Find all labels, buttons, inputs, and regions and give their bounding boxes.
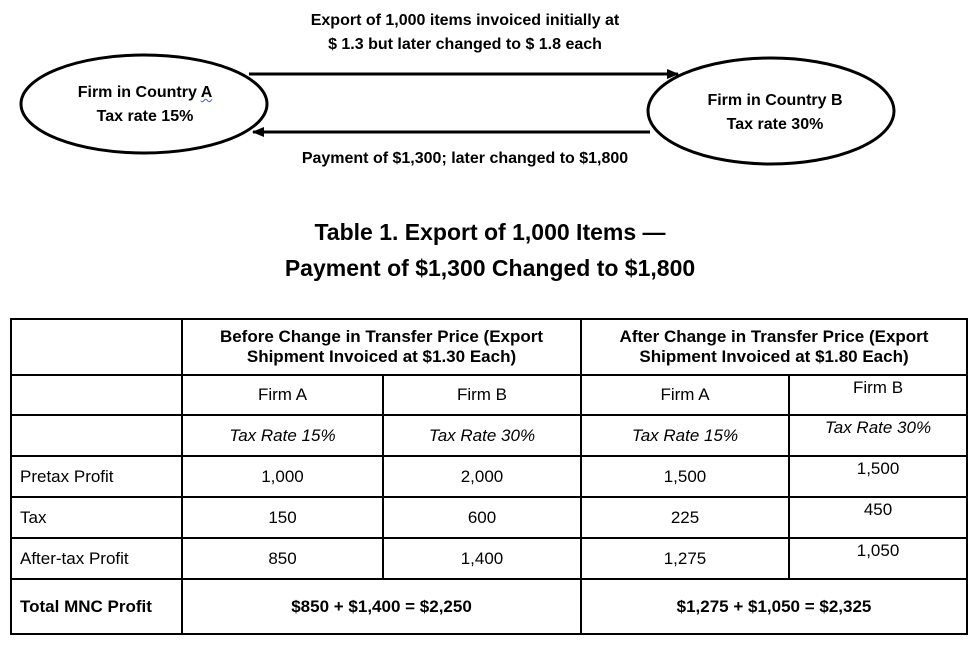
value-cell: 450 <box>789 497 967 538</box>
firm-b-label: Firm B <box>383 375 581 415</box>
firm-a-label: Firm A <box>182 375 383 415</box>
export-label-line2: $ 1.3 but later changed to $ 1.8 each <box>328 36 602 53</box>
row-label: After-tax Profit <box>11 538 182 579</box>
tax-rate-a: Tax Rate 15% <box>182 415 383 456</box>
before-change-header: Before Change in Transfer Price (Export Shipment Invoiced at $1.30 Each) <box>182 319 581 375</box>
firm-b-node <box>660 89 890 137</box>
firm-a-name: Firm in Country A <box>77 84 213 101</box>
firm-a-tax-rate: Tax rate 15% <box>96 108 194 125</box>
value-cell: 850 <box>182 538 383 579</box>
tax-rate-a: Tax Rate 15% <box>581 415 789 456</box>
value-cell: 2,000 <box>383 456 581 497</box>
value-cell: 1,050 <box>789 538 967 579</box>
total-after: $1,275 + $1,050 = $2,325 <box>581 579 967 634</box>
table-title-line1: Table 1. Export of 1,000 Items — <box>314 219 666 245</box>
value-cell: 225 <box>581 497 789 538</box>
table-title-line2: Payment of $1,300 Changed to $1,800 <box>284 255 696 281</box>
transfer-price-table <box>10 318 968 635</box>
value-cell: 1,275 <box>581 538 789 579</box>
value-cell: 1,400 <box>383 538 581 579</box>
payment-label-text: Payment of $1,300; later changed to $1,800 <box>301 150 629 167</box>
value-cell: 1,500 <box>581 456 789 497</box>
export-label-line1: Export of 1,000 items invoiced initially at <box>310 12 620 29</box>
firm-a-label: Firm A <box>581 375 789 415</box>
value-cell: 1,000 <box>182 456 383 497</box>
tax-rate-row <box>11 415 967 456</box>
after-change-header: After Change in Transfer Price (Export Shipment Invoiced at $1.80 Each) <box>581 319 967 375</box>
table-row <box>11 456 967 497</box>
table-header-row <box>11 319 967 375</box>
total-row <box>11 579 967 634</box>
firm-b-tax-rate: Tax rate 30% <box>726 116 824 133</box>
tax-rate-b: Tax Rate 30% <box>383 415 581 456</box>
row-label: Tax <box>11 497 182 538</box>
empty-cell <box>11 375 182 415</box>
tax-rate-b: Tax Rate 30% <box>789 415 967 456</box>
firm-a-node <box>30 81 260 129</box>
value-cell: 1,500 <box>789 456 967 497</box>
value-cell: 150 <box>182 497 383 538</box>
value-cell: 600 <box>383 497 581 538</box>
export-label <box>240 9 690 57</box>
corner-cell <box>11 319 182 375</box>
firm-b-name: Firm in Country B <box>707 92 843 109</box>
table-title <box>0 214 980 286</box>
row-label: Pretax Profit <box>11 456 182 497</box>
empty-cell <box>11 415 182 456</box>
total-before: $850 + $1,400 = $2,250 <box>182 579 581 634</box>
table-row <box>11 497 967 538</box>
payment-label <box>230 147 700 171</box>
total-label: Total MNC Profit <box>11 579 182 634</box>
firm-row <box>11 375 967 415</box>
table-row <box>11 538 967 579</box>
firm-b-label: Firm B <box>789 375 967 415</box>
